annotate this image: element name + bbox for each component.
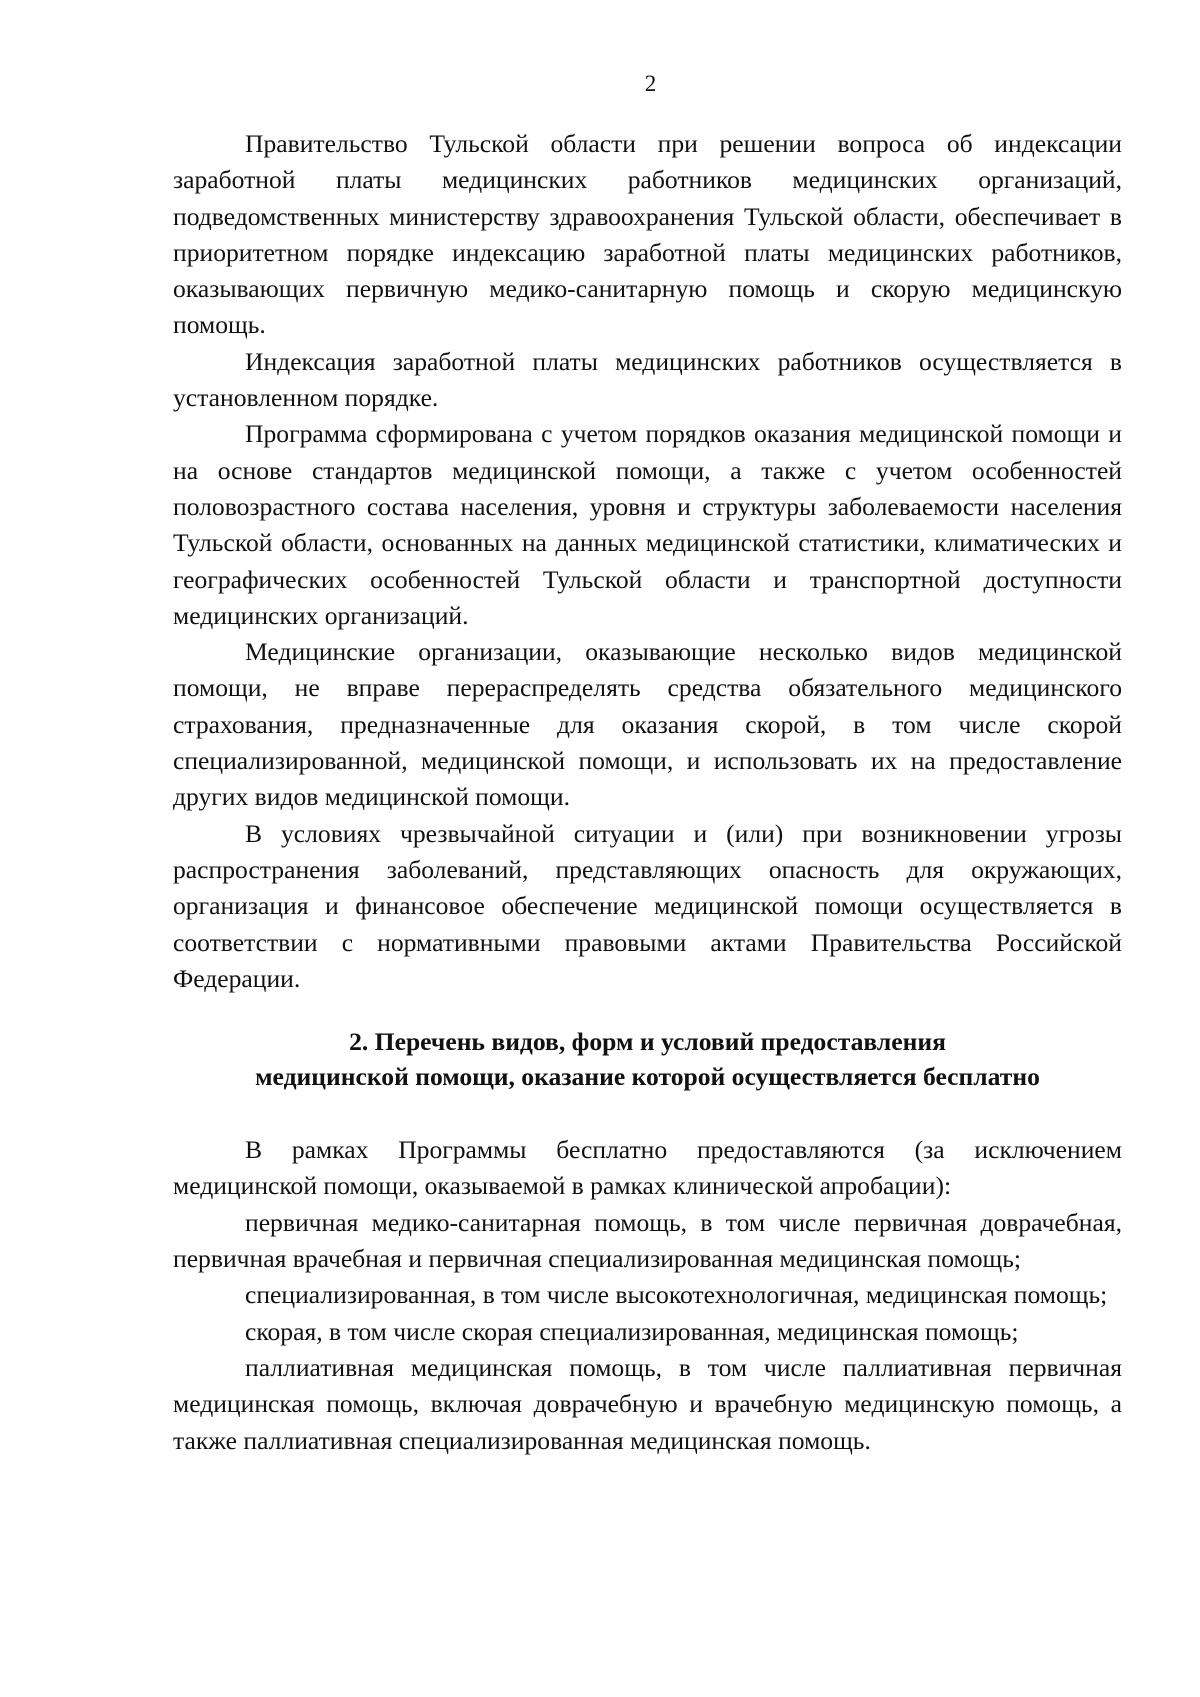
section-heading-line: 2. Перечень видов, форм и условий предоставления xyxy=(349,1027,946,1057)
paragraph: Программа сформирована с учетом порядков оказания медицинской помощи и на основе стандартов медицинской помощи, а также с учетом особенностей половозрастного состава населения, уровня и структуры заболеваемости населения Тульской области, основанных на данных медицинской статистики, климатических и географических особенностей Тульской области и транспортной доступности медицинских организаций. xyxy=(173,419,1122,630)
page-number: 2 xyxy=(644,71,657,96)
body-text-top xyxy=(173,126,1122,997)
paragraph: В рамках Программы бесплатно предоставляются (за исключением медицинской помощи, оказываемой в рамках клинической апробации): xyxy=(173,1135,1122,1201)
paragraph: Правительство Тульской области при решении вопроса об индексации заработной платы медицинских работников медицинских организаций, подведомственных министерству здравоохранения Тульской области, обеспечивает в приоритетном порядке индексацию заработной платы медицинских работников, оказывающих первичную медико-санитарную помощь и скорую медицинскую помощь. xyxy=(173,129,1122,340)
list-paragraph: скорая, в том числе скорая специализированная, медицинская помощь; xyxy=(245,1316,1019,1346)
paragraph: Индексация заработной платы медицинских работников осуществляется в установленном порядке. xyxy=(173,346,1122,413)
list-paragraph: специализированная, в том числе высокотехнологичная, медицинская помощь; xyxy=(245,1280,1108,1310)
list-paragraph: первичная медико-санитарная помощь, в том числе первичная доврачебная, первичная врачебная и первичная специализированная медицинская помощь; xyxy=(173,1207,1122,1274)
paragraph: Медицинские организации, оказывающие несколько видов медицинской помощи, не вправе перераспределять средства обязательного медицинского страхования, предназначенные для оказания скорой, в том числе скорой специализированной, медицинской помощи, и использовать их на предоставление других видов медицинской помощи. xyxy=(173,637,1122,812)
body-text-bottom xyxy=(173,1132,1122,1459)
section-heading xyxy=(173,1025,1122,1094)
paragraph: В условиях чрезвычайной ситуации и (или) при возникновении угрозы распространения заболеваний, представляющих опасность для окружающих, организация и финансовое обеспечение медицинской помощи осуществляется в соответствии с нормативными правовыми актами Правительства Российской Федерации. xyxy=(173,818,1122,993)
list-paragraph: паллиативная медицинская помощь, в том числе паллиативная первичная медицинская помощь, включая доврачебную и врачебную медицинскую помощь, а также паллиативная специализированная медицинская помощь. xyxy=(173,1352,1122,1455)
section-heading-line: медицинской помощи, оказание которой осуществляется бесплатно xyxy=(255,1061,1040,1091)
